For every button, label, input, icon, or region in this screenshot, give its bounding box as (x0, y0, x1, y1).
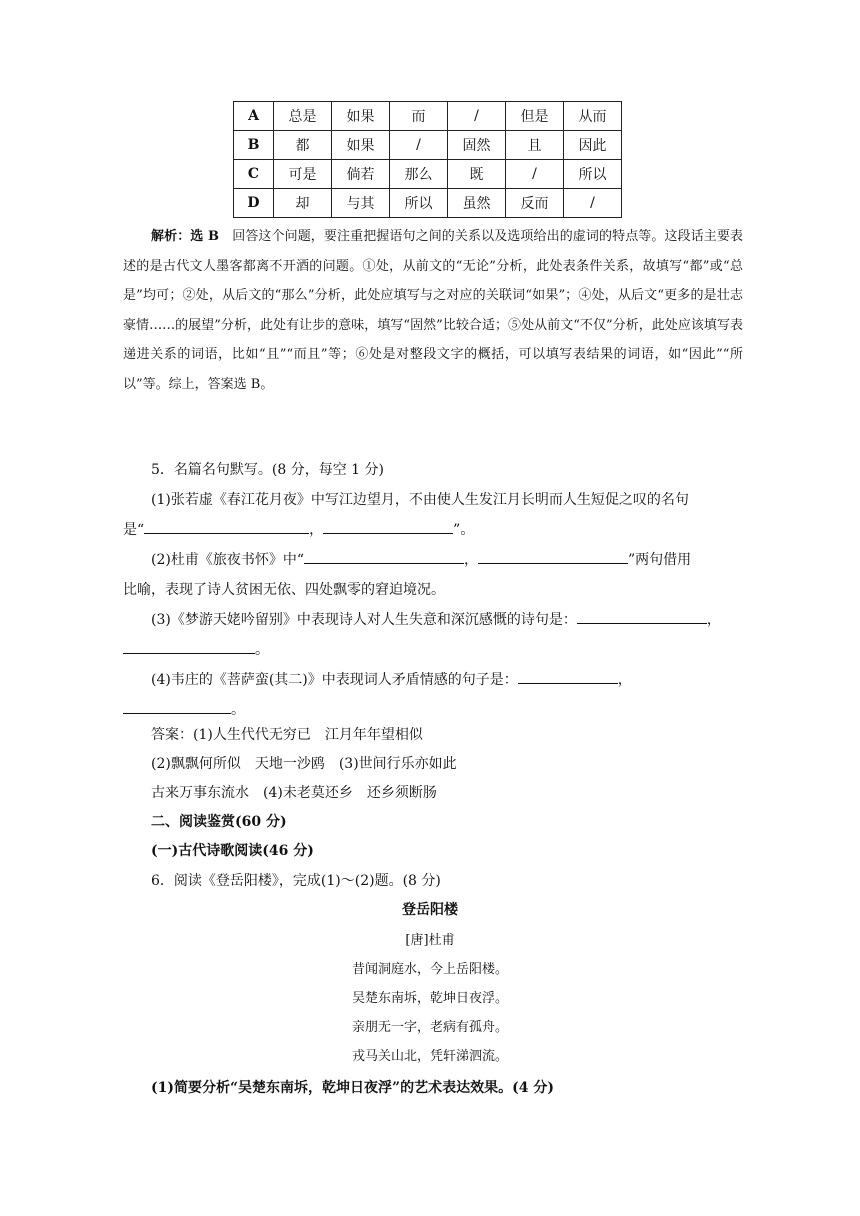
poem-title: 登岳阳楼 (402, 902, 458, 918)
table-cell: 既 (448, 160, 506, 189)
table-row (234, 189, 622, 218)
q5-item3-comma: ， (706, 612, 721, 628)
option-key: D (234, 189, 274, 218)
table-cell: 而 (390, 102, 448, 131)
answer-blank[interactable] (577, 607, 707, 624)
q5-item4-line1 (151, 665, 632, 695)
table-cell: 如果 (332, 131, 390, 160)
table-cell: 都 (274, 131, 332, 160)
q5-item1-line1: (1)张若虚《春江花月夜》中写江边望月，不由使人生发江月长明而人生短促之叹的名句 (151, 492, 689, 508)
table-cell: 倘若 (332, 160, 390, 189)
section-heading: 二、阅读鉴赏(60 分) (151, 814, 287, 830)
poem-line: 昔闻洞庭水，今上岳阳楼。 (351, 962, 508, 977)
answer-blank[interactable] (478, 547, 628, 564)
poem-line: 戎马关山北，凭轩涕泗流。 (351, 1049, 508, 1064)
q5-item3-line1 (151, 605, 721, 635)
table-cell: 从而 (564, 102, 622, 131)
table-cell: 总是 (274, 102, 332, 131)
table-cell: / (448, 102, 506, 131)
table-cell: 可是 (274, 160, 332, 189)
options-table (233, 101, 622, 218)
q5-item2-prefix: (2)杜甫《旅夜书怀》中“ (151, 552, 304, 568)
q5-item1-prefix: 是“ (123, 522, 145, 538)
table-cell: 但是 (506, 102, 564, 131)
table-cell: 所以 (390, 189, 448, 218)
q5-item1-comma: ， (309, 522, 324, 538)
subsection-heading: (一)古代诗歌阅读(46 分) (151, 843, 314, 859)
answer-line-3: 古来万事东流水 (4)未老莫还乡 还乡须断肠 (151, 785, 437, 801)
table-cell: 反而 (506, 189, 564, 218)
analysis-text: 回答这个问题，要注重把握语句之间的关系以及选项给出的虚词的特点等。这段话主要表述的是古代文人墨客都离不开酒的问题。①处，从前文的“无论”分析，此处表条件关系，故填写“都”或“总是”均可；②处，从后文的“那么”分析，此处应填写与之对应的关联词“如果”；④处，从后文“更多的是壮志豪情……的展望”分析，此处有让步的意味，填写“固然”比较合适；⑤处从前文“不仅”分析，此处应该填写表递进关系的词语，比如“且”“而且”等；⑥处是对整段文字的概括，可以填写表结果的词语，如“因此”“所以”等。综上，答案选 B。 (123, 229, 743, 392)
q5-item2-line1 (151, 545, 691, 575)
table-cell: 且 (506, 131, 564, 160)
q5-item2-suffix: ”两句借用 (628, 552, 692, 568)
q5-item3-end: 。 (255, 642, 269, 658)
answer-blank[interactable] (123, 697, 231, 714)
table-cell: 固然 (448, 131, 506, 160)
answer-blank[interactable] (323, 517, 453, 534)
q5-stem: 5．名篇名句默写。(8 分，每空 1 分) (151, 462, 384, 478)
table-cell: 与其 (332, 189, 390, 218)
poem-line: 吴楚东南坼，乾坤日夜浮。 (351, 991, 508, 1006)
table-cell: 因此 (564, 131, 622, 160)
answer-blank[interactable] (304, 547, 464, 564)
table-cell: 所以 (564, 160, 622, 189)
answer-line-2: (2)飘飘何所似 天地一沙鸥 (3)世间行乐亦如此 (151, 756, 457, 772)
q5-item2-line2: 比喻，表现了诗人贫困无依、四处飘零的窘迫境况。 (123, 582, 445, 598)
q5-item4-end: 。 (231, 702, 245, 718)
table-cell: / (564, 189, 622, 218)
table-cell: / (506, 160, 564, 189)
answer-blank[interactable] (123, 637, 255, 654)
q6-stem: 6．阅读《登岳阳楼》，完成(1)～(2)题。(8 分) (151, 873, 441, 889)
table-row (234, 160, 622, 189)
table-cell: 却 (274, 189, 332, 218)
table-cell: 虽然 (448, 189, 506, 218)
q5-item2-comma: ， (464, 552, 478, 568)
option-key: C (234, 160, 274, 189)
answer-line-1 (151, 720, 423, 750)
table-row (234, 102, 622, 131)
q5-item1-suffix: ”。 (453, 522, 475, 538)
q5-item4-prefix: (4)韦庄的《菩萨蛮(其二)》中表现词人矛盾情感的句子是： (151, 672, 518, 688)
table-cell: / (390, 131, 448, 160)
q5-item4-comma: ， (617, 672, 632, 688)
option-key: B (234, 131, 274, 160)
q5-item3-prefix: (3)《梦游天姥吟留别》中表现诗人对人生失意和深沉感慨的诗句是： (151, 612, 577, 628)
poem-author: [唐]杜甫 (405, 933, 455, 948)
answer-blank[interactable] (144, 517, 309, 534)
q5-item3-line2 (123, 635, 269, 665)
q6-item1: (1)简要分析“吴楚东南坼，乾坤日夜浮”的艺术表达效果。(4 分) (151, 1080, 554, 1096)
table-cell: 那么 (390, 160, 448, 189)
analysis-paragraph (123, 222, 743, 399)
analysis-lead: 解析：选 B (151, 229, 220, 244)
poem-line: 亲朋无一字，老病有孤舟。 (351, 1020, 508, 1035)
answer-blank[interactable] (518, 667, 618, 684)
q5-item1-line2 (123, 515, 474, 545)
option-key: A (234, 102, 274, 131)
table-row (234, 131, 622, 160)
answer-text-1: 答案：(1)人生代代无穷已 江月年年望相似 (151, 727, 423, 743)
table-cell: 如果 (332, 102, 390, 131)
